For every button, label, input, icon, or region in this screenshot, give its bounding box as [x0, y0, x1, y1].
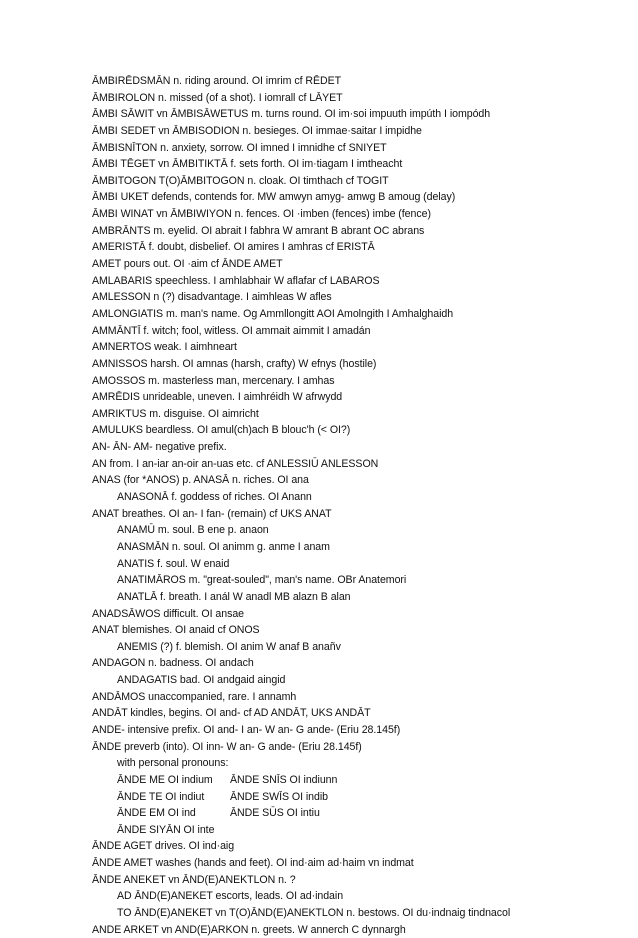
dictionary-entry: AMERISTĀ f. doubt, disbelief. OI amires I amhras cf ERISTĀ [92, 241, 375, 254]
dictionary-entry: ANAT blemishes. OI anaid cf ONOS [92, 624, 260, 637]
pronoun-row [92, 789, 622, 806]
dictionary-entry: AN from. I an-iar an-oir an-uas etc. cf ANLESSIŪ ANLESSON [92, 457, 379, 470]
dictionary-entry: AMLABARIS speechless. I amhlabhair W aflafar cf LABAROS [92, 274, 380, 287]
sub-entry: ANATIS f. soul. W enaid [117, 557, 230, 570]
sub-entry: with personal pronouns: [117, 757, 229, 770]
dictionary-entry: ĀMBISNĪTON n. anxiety, sorrow. OI imned I imnidhe cf SNIYET [92, 141, 387, 154]
sub-entry: ANATIMĀROS m. "great-souled", man's name. OBr Anatemori [117, 574, 407, 587]
dictionary-entry: AMBRĀNTS m. eyelid. OI abrait I fabhra W amrant B abrant OC abrans [92, 224, 425, 237]
dictionary-page [92, 73, 622, 938]
dictionary-entry: ĀMBI TĒGET vn ĀMBITIKTĀ f. sets forth. OI im·tiagam I imtheacht [92, 158, 403, 171]
sub-entry: AD ĀND(E)ANEKET escorts, leads. OI ad·indain [117, 890, 344, 903]
dictionary-entry: AN- ĀN- AM- negative prefix. [92, 441, 227, 454]
dictionary-entry: ĀNDE AMET washes (hands and feet). OI ind·aim ad·haim vn indmat [92, 857, 414, 870]
sub-entry: ANASONĀ f. goddess of riches. OI Anann [117, 491, 312, 504]
pronoun-form-right: ĀNDE SŪS OI intiu [230, 807, 320, 820]
dictionary-entry: AMNISSOS harsh. OI amnas (harsh, crafty) W efnys (hostile) [92, 357, 377, 370]
dictionary-entry: ĀNDE preverb (into). OI inn- W an- G ande- (Eriu 28.145f) [92, 740, 362, 753]
dictionary-entry: AMRIKTUS m. disguise. OI aimricht [92, 407, 259, 420]
pronoun-form-right: ĀNDE SNĪS OI indiunn [230, 773, 338, 786]
dictionary-entry: ĀMBITOGON T(O)ĀMBITOGON n. cloak. OI timthach cf TOGIT [92, 174, 389, 187]
dictionary-entry: AMULUKS beardless. OI amul(ch)ach B blouc'h (< OI?) [92, 424, 351, 437]
dictionary-entry: ANADSĀWOS difficult. OI ansae [92, 607, 245, 620]
dictionary-entry: ĀMBIRĒDSMĀN n. riding around. OI imrim cf RĒDET [92, 75, 342, 87]
pronoun-row [92, 805, 622, 822]
pronoun-row [92, 772, 622, 789]
dictionary-entry: ĀNDE AGET drives. OI ind·aig [92, 840, 235, 853]
sub-entry: ĀNDE SIYĀN OI inte [117, 823, 215, 836]
dictionary-entry: ANDAGON n. badness. OI andach [92, 657, 254, 670]
dictionary-entry: ĀNDE ANEKET vn ĀND(E)ANEKTLON n. ? [92, 873, 296, 886]
dictionary-entry: AMRĒDIS unrideable, uneven. I aimhréidh W afrwydd [92, 391, 343, 404]
dictionary-entry: ANDE ARKET vn AND(E)ARKON n. greets. W annerch C dynnargh [92, 923, 406, 936]
dictionary-entry: ANAS (for *ANOS) p. ANASĀ n. riches. OI ana [92, 474, 309, 487]
dictionary-entry: ANDE- intensive prefix. OI and- I an- W an- G ande- (Eriu 28.145f) [92, 723, 401, 736]
sub-entry: ANAMŪ m. soul. B ene p. anaon [117, 524, 269, 537]
dictionary-entry: ĀMBIROLON n. missed (of a shot). I iomrall cf LĀYET [92, 91, 343, 104]
dictionary-entry: AMLESSON n (?) disadvantage. I aimhleas W afles [92, 291, 332, 304]
dictionary-entry: ĀMBI WINAT vn ĀMBIWIYON n. fences. OI ·imben (fences) imbe (fence) [92, 208, 431, 221]
dictionary-entry: AMNERTOS weak. I aimhneart [92, 341, 237, 354]
sub-entry: ANASMĀN n. soul. OI animm g. anme I anam [117, 540, 330, 553]
sub-entry: TO ĀND(E)ANEKET vn T(O)ĀND(E)ANEKTLON n. bestows. OI du·indnaig tindnacol [117, 907, 511, 920]
pronoun-form-left: ĀNDE ME OI indium [117, 773, 213, 786]
dictionary-entry: ANDĀT kindles, begins. OI and- cf AD ANDĀT, UKS ANDĀT [92, 707, 371, 720]
dictionary-entry: AMMĀNTĪ f. witch; fool, witless. OI ammait aimmit I amadán [92, 324, 371, 337]
dictionary-entry: AMOSSOS m. masterless man, mercenary. I amhas [92, 374, 335, 387]
sub-entry: ANATLĀ f. breath. I anál W anadl MB alazn B alan [117, 590, 351, 603]
dictionary-entry: ĀMBI UKET defends, contends for. MW amwyn amyg- amwg B amoug (delay) [92, 191, 456, 204]
pronoun-form-right: ĀNDE SWĪS OI indib [230, 790, 329, 803]
sub-entry: ANDAGATIS bad. OI andgaid aingid [117, 674, 286, 687]
pronoun-form-left: ĀNDE TE OI indiut [117, 790, 205, 803]
dictionary-entry: ANAT breathes. OI an- I fan- (remain) cf UKS ANAT [92, 507, 332, 520]
sub-entry: ANEMIS (?) f. blemish. OI anim W anaf B anañv [117, 640, 341, 653]
dictionary-entry: AMLONGIATIS m. man's name. Og Ammllongitt AOI Amolngith I Amhalghaidh [92, 307, 454, 320]
dictionary-entry: ĀMBI SĀWIT vn ĀMBISĀWETUS m. turns round. OI im·soi impuuth impúth I iompódh [92, 108, 491, 121]
pronoun-form-left: ĀNDE EM OI ind [117, 807, 196, 820]
dictionary-entry: ANDĀMOS unaccompanied, rare. I annamh [92, 690, 297, 703]
dictionary-entry: AMET pours out. OI ·aim cf ĀNDE AMET [92, 258, 283, 271]
dictionary-entry: ĀMBI SEDET vn ĀMBISODION n. besieges. OI immae·saitar I impidhe [92, 124, 422, 137]
